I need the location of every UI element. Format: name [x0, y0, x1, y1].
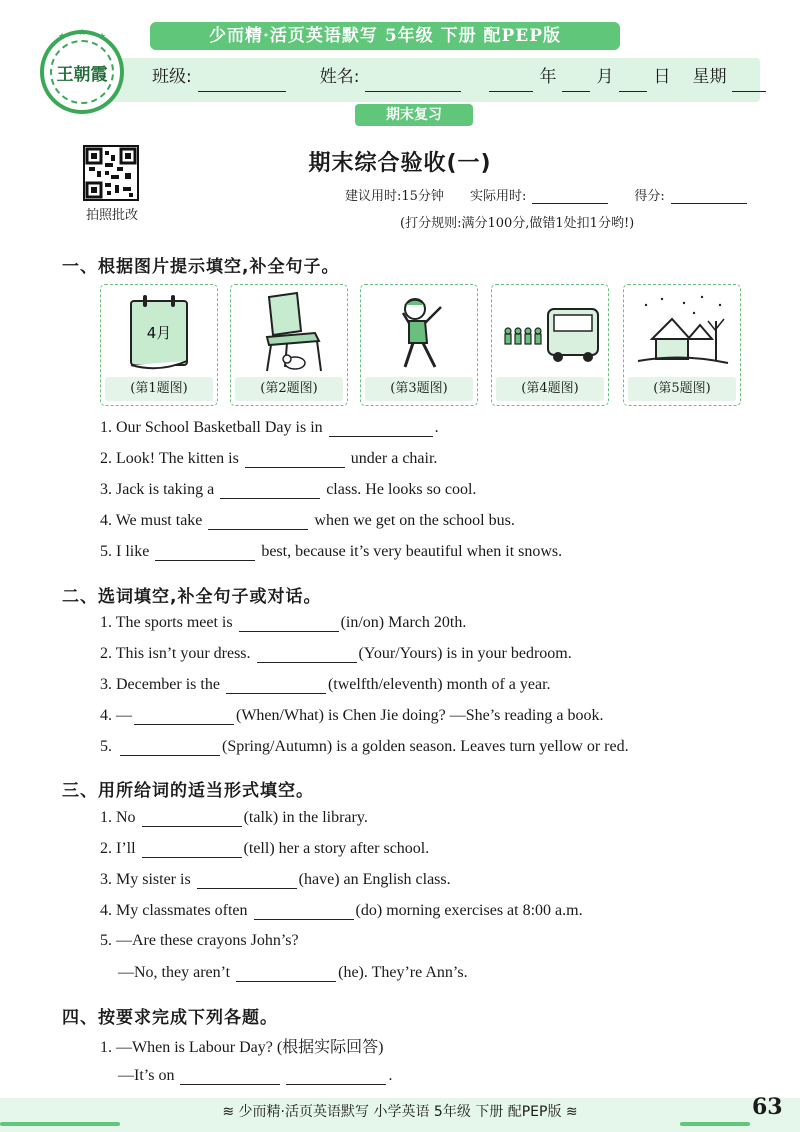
s2-question-3: 3. December is the (twelfth/eleventh) month of a year.: [100, 676, 551, 693]
chair-icon: [239, 291, 339, 373]
answer-blank[interactable]: [220, 480, 320, 499]
s3-question-4: 4. My classmates often (do) morning exercises at 8:00 a.m.: [100, 902, 583, 919]
picture-box-4: [491, 284, 609, 406]
year-field[interactable]: [489, 69, 533, 92]
page-number: 63: [752, 1094, 783, 1120]
answer-blank[interactable]: [329, 418, 433, 437]
answer-blank[interactable]: [245, 449, 345, 468]
picture-caption-2: (第2题图): [235, 377, 343, 401]
class-field[interactable]: [198, 69, 286, 92]
picture-box-5: [623, 284, 741, 406]
s2-question-5: 5. (Spring/Autumn) is a golden season. Leaves turn yellow or red.: [100, 738, 629, 755]
answer-blank[interactable]: [155, 542, 255, 561]
star-icon: ★: [78, 28, 87, 38]
calendar-month-text: 4月: [146, 324, 172, 342]
picture-caption-1: (第1题图): [105, 377, 213, 401]
week-label: 星期: [692, 67, 727, 87]
s3-question-3: 3. My sister is (have) an English class.: [100, 871, 451, 888]
day-label: 日: [653, 67, 671, 87]
answer-blank[interactable]: [286, 1066, 386, 1085]
picture-caption-5: (第5题图): [628, 377, 736, 401]
score-label: 得分:: [634, 189, 665, 204]
s1-question-2: 2. Look! The kitten is under a chair.: [100, 450, 438, 467]
qr-label: 拍照批改: [85, 208, 138, 223]
s3-question-2: 2. I’ll (tell) her a story after school.: [100, 840, 430, 857]
answer-blank[interactable]: [180, 1066, 280, 1085]
actual-time-field[interactable]: [532, 187, 608, 204]
s3-question-1: 1. No (talk) in the library.: [100, 809, 368, 826]
scoring-rule: (打分规则:满分100分,做错1处扣1分哟!): [400, 216, 635, 231]
day-field[interactable]: [619, 69, 647, 92]
picture-caption-4: (第4题图): [496, 377, 604, 401]
answer-blank[interactable]: [257, 644, 357, 663]
answer-blank[interactable]: [142, 839, 242, 858]
answer-blank[interactable]: [208, 511, 308, 530]
section-1-heading: 一、根据图片提示填空,补全句子。: [62, 257, 340, 277]
student-info-row: [152, 62, 766, 92]
answer-blank[interactable]: [120, 737, 220, 756]
name-label: 姓名:: [319, 67, 360, 87]
s1-question-1: 1. Our School Basketball Day is in .: [100, 419, 439, 436]
s2-question-1: 1. The sports meet is (in/on) March 20th.: [100, 614, 467, 631]
s2-question-2: 2. This isn’t your dress. (Your/Yours) is in your bedroom.: [100, 645, 572, 662]
section-4-heading: 四、按要求完成下列各题。: [62, 1008, 278, 1028]
picture-box-3: [360, 284, 478, 406]
dancing-boy-icon: [369, 291, 469, 373]
year-label: 年: [539, 67, 557, 87]
month-field[interactable]: [562, 69, 590, 92]
answer-blank[interactable]: [239, 613, 339, 632]
class-label: 班级:: [152, 67, 192, 87]
answer-blank[interactable]: [142, 808, 242, 827]
picture-caption-3: (第3题图): [365, 377, 473, 401]
page-title: 期末综合验收(一): [308, 151, 492, 176]
s4-question-1-answer: —It’s on .: [118, 1067, 393, 1084]
time-score-row: [345, 185, 747, 204]
picture-box-2: [230, 284, 348, 406]
section-3-heading: 三、用所给词的适当形式填空。: [62, 781, 314, 801]
week-field[interactable]: [732, 69, 766, 92]
snow-house-icon: [632, 291, 732, 373]
answer-blank[interactable]: [226, 675, 326, 694]
picture-box-1: [100, 284, 218, 406]
calendar-icon: [109, 291, 209, 373]
s4-question-1: 1. —When is Labour Day? (根据实际回答): [100, 1039, 384, 1056]
school-bus-icon: [500, 291, 600, 373]
star-icon: ★: [58, 32, 67, 42]
series-banner: 少而精·活页英语默写 5年级 下册 配PEP版: [150, 22, 620, 50]
s3-question-5-answer: —No, they aren’t (he). They’re Ann’s.: [118, 964, 468, 981]
s1-question-3: 3. Jack is taking a class. He looks so cool.: [100, 481, 477, 498]
score-field[interactable]: [671, 187, 747, 204]
s3-question-5: 5. —Are these crayons John’s?: [100, 932, 299, 949]
name-field[interactable]: [365, 69, 461, 92]
footer-text: ≋ 少而精·活页英语默写 小学英语 5年级 下册 配PEP版 ≋: [222, 1104, 578, 1120]
section-2-heading: 二、选词填空,补全句子或对话。: [62, 587, 322, 607]
s2-question-4: 4. — (When/What) is Chen Jie doing? —She’s reading a book.: [100, 707, 604, 724]
s1-question-5: 5. I like best, because it’s very beautiful when it snows.: [100, 543, 563, 560]
answer-blank[interactable]: [134, 706, 234, 725]
answer-blank[interactable]: [236, 963, 336, 982]
footer-divider: [0, 1122, 120, 1126]
answer-blank[interactable]: [254, 901, 354, 920]
logo-text: 王朝霞: [56, 65, 108, 85]
star-icon: ★: [98, 32, 107, 42]
section-tag: 期末复习: [355, 104, 473, 126]
answer-blank[interactable]: [197, 870, 297, 889]
actual-time-label: 实际用时:: [469, 189, 527, 204]
month-label: 月: [596, 67, 614, 87]
s1-question-4: 4. We must take when we get on the school bus.: [100, 512, 515, 529]
footer-divider: [680, 1122, 750, 1126]
brand-logo: [40, 30, 124, 114]
suggested-time: 建议用时:15分钟: [345, 189, 444, 204]
